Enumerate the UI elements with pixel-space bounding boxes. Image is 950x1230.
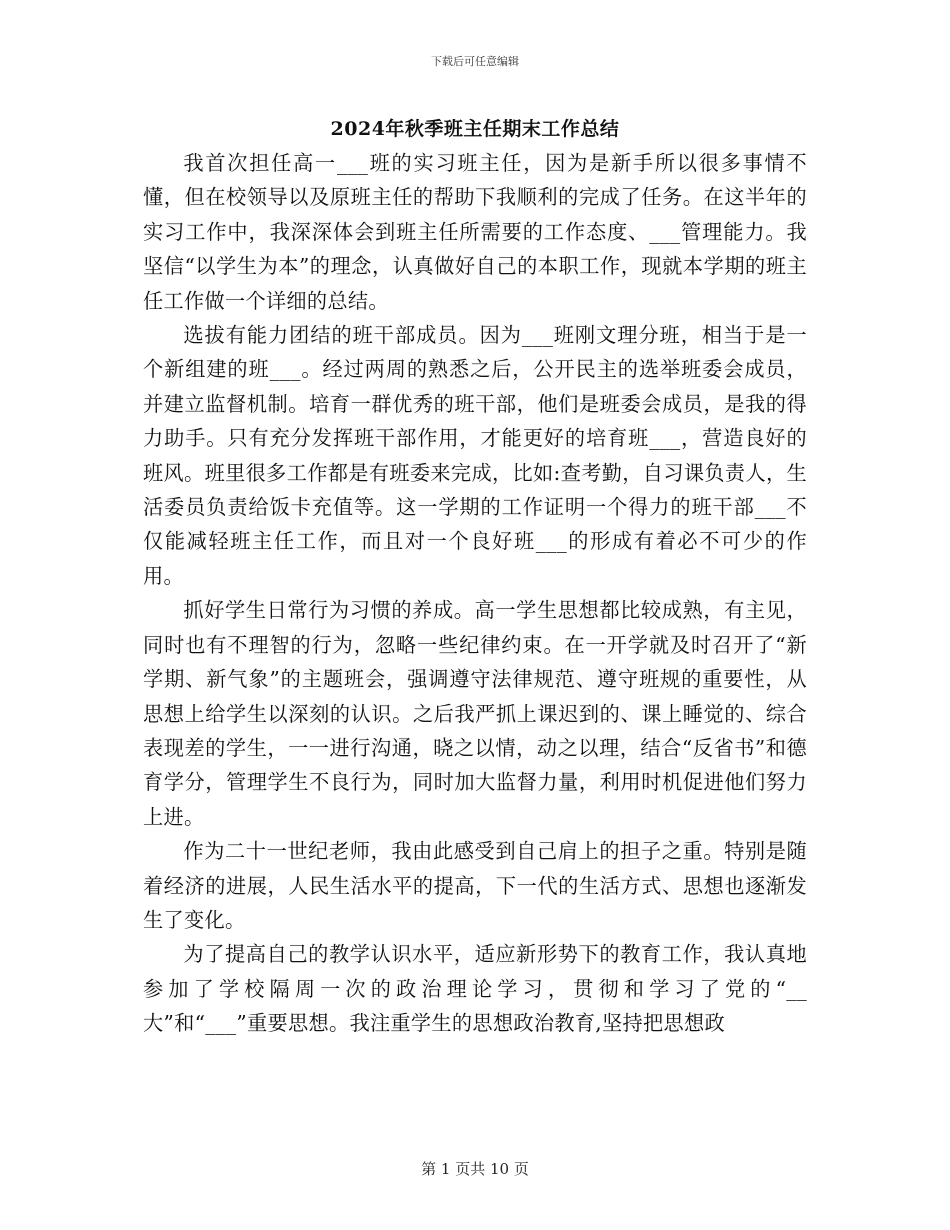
paragraph-4: 作为二十一世纪老师，我由此感受到自己肩上的担子之重。特别是随着经济的进展，人民生活水平的提高，下一代的生活方式、思想也逐渐发生了变化。 bbox=[143, 839, 807, 932]
paragraph-5: 为了提高自己的教学认识水平，适应新形势下的教育工作，我认真地参加了学校隔周一次的政治理论学习，贯彻和学习了党的“__大”和“___”重要思想。我注重学生的思想政治教育,坚持把思想政 bbox=[143, 942, 807, 1036]
page-number: 第 1 页共 10 页 bbox=[421, 1160, 529, 1178]
document-body bbox=[143, 146, 807, 1041]
header-note: 下载后可任意编辑 bbox=[431, 55, 519, 68]
paragraph-3: 抓好学生日常行为习惯的养成。高一学生思想都比较成熟，有主见，同时也有不理智的行为，忽略一些纪律约束。在一开学就及时召开了“新学期、新气象”的主题班会，强调遵守法律规范、遵守班规的重要性，从思想上给学生以深刻的认识。之后我严抓上课迟到的、课上睡觉的、综合表现差的学生，一一进行沟通，晓之以情，动之以理，结合“反省书”和德育学分，管理学生不良行为，同时加大监督力量，利用时机促进他们努力上进。 bbox=[143, 598, 807, 829]
paragraph-2: 选拔有能力团结的班干部成员。因为___班刚文理分班，相当于是一个新组建的班___。经过两周的熟悉之后，公开民主的选举班委会成员，并建立监督机制。培育一群优秀的班干部，他们是班委会成员，是我的得力助手。只有充分发挥班干部作用，才能更好的培育班___，营造良好的班风。班里很多工作都是有班委来完成，比如:查考勤，自习课负责人，生活委员负责给饭卡充值等。这一学期的工作证明一个得力的班干部___不仅能减轻班主任工作，而且对一个良好班___的形成有着必不可少的作用。 bbox=[143, 323, 807, 588]
document-title: 2024年秋季班主任期末工作总结 bbox=[330, 118, 620, 140]
paragraph-1: 我首次担任高一___班的实习班主任，因为是新手所以很多事情不懂，但在校领导以及原班主任的帮助下我顺利的完成了任务。在这半年的实习工作中，我深深体会到班主任所需要的工作态度、___管理能力。我坚信“以学生为本”的理念，认真做好自己的本职工作，现就本学期的班主任工作做一个详细的总结。 bbox=[143, 151, 807, 313]
